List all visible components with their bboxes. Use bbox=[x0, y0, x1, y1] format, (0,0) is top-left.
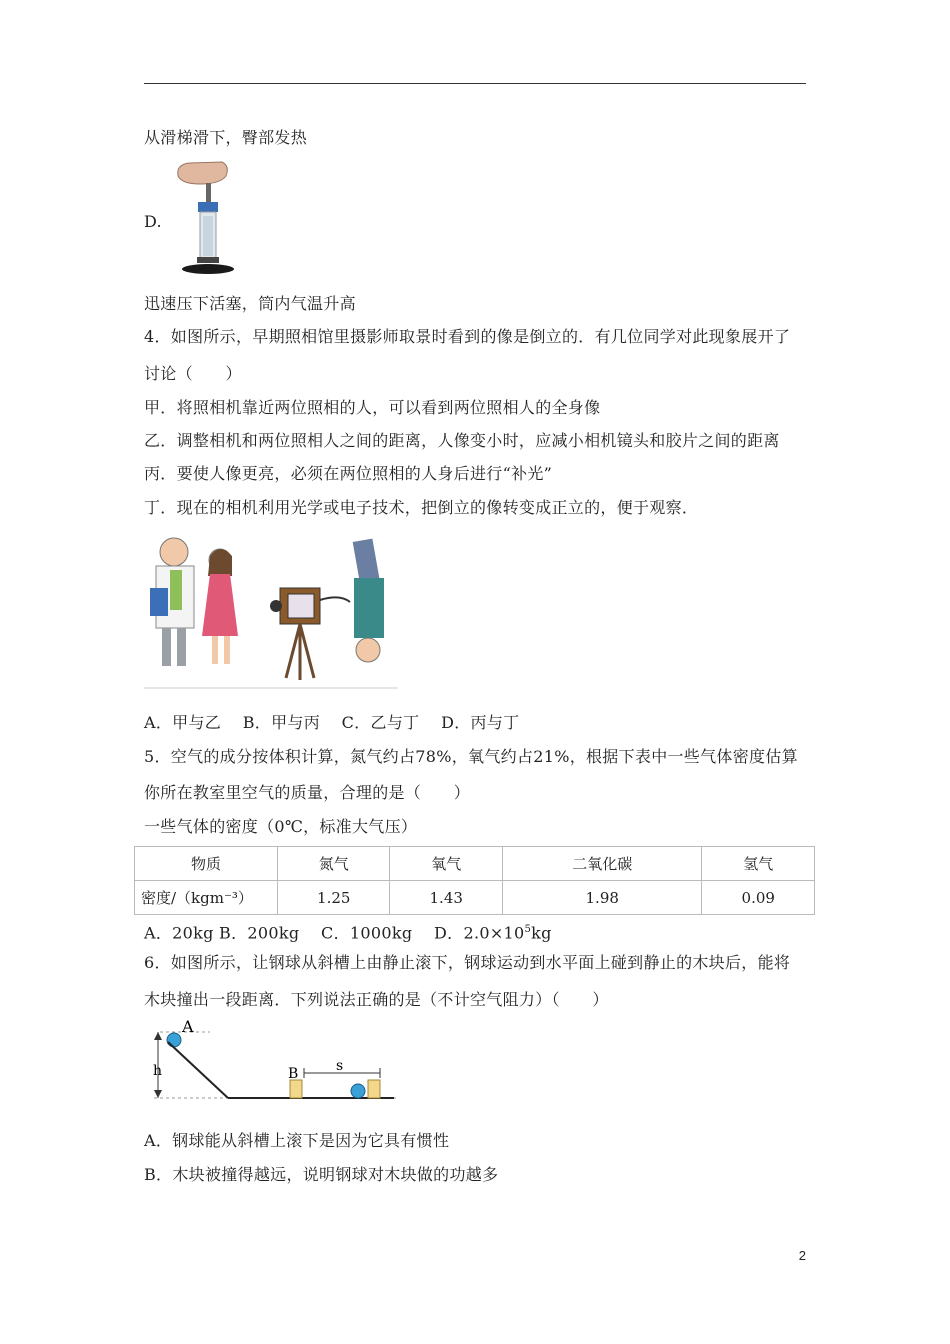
q5-table-caption: 一些气体的密度（0℃，标准大气压） bbox=[144, 817, 418, 836]
q4-statement-bing: 丙．要使人像更亮，必须在两位照相的人身后进行“补光” bbox=[144, 464, 553, 483]
table-header-cell: 二氧化碳 bbox=[502, 847, 702, 881]
q4-statement-ding: 丁．现在的相机利用光学或电子技术，把倒立的像转变成正立的，便于观察． bbox=[144, 498, 699, 517]
option-d-label: D. bbox=[144, 212, 162, 231]
table-header-cell: 氢气 bbox=[702, 847, 815, 881]
table-row bbox=[135, 881, 815, 915]
q4-statement-jia: 甲．将照相机靠近两位照相的人，可以看到两位照相人的全身像 bbox=[144, 398, 601, 417]
table-cell: 1.43 bbox=[390, 881, 502, 915]
q4-stem-line1: 4．如图所示，早期照相馆里摄影师取景时看到的像是倒立的．有几位同学对此现象展开了 bbox=[144, 327, 791, 346]
q6-stem-line1: 6．如图所示，让钢球从斜槽上由静止滚下，钢球运动到水平面上碰到静止的木块后，能将 bbox=[144, 953, 791, 972]
q5-stem-line2: 你所在教室里空气的质量，合理的是（ ） bbox=[144, 783, 471, 802]
q5-options-unit: kg bbox=[531, 923, 552, 943]
table-header-cell: 物质 bbox=[135, 847, 278, 881]
table-header-cell: 氧气 bbox=[390, 847, 502, 881]
incline-figure bbox=[144, 1018, 400, 1104]
height-label: h bbox=[153, 1063, 163, 1079]
q6-option-a: A．钢球能从斜槽上滚下是因为它具有惯性 bbox=[144, 1131, 450, 1150]
q4-options: A．甲与乙 B．甲与丙 C．乙与丁 D．丙与丁 bbox=[144, 713, 520, 732]
table-header-cell: 氮气 bbox=[278, 847, 390, 881]
q5-options-prefix: A．20kg B．200kg C．1000kg D．2.0×10 bbox=[144, 923, 525, 943]
steel-ball-end bbox=[351, 1084, 365, 1098]
table-cell: 0.09 bbox=[702, 881, 815, 915]
q5-options bbox=[144, 920, 552, 943]
table-cell: 1.98 bbox=[502, 881, 702, 915]
steel-ball-start bbox=[167, 1033, 181, 1047]
table-cell: 1.25 bbox=[278, 881, 390, 915]
q6-stem-line2: 木块撞出一段距离．下列说法正确的是（不计空气阻力）（ ） bbox=[144, 990, 609, 1009]
q5-options-exponent: 5 bbox=[524, 924, 532, 935]
option-d-caption: 迅速压下活塞，筒内气温升高 bbox=[144, 294, 356, 313]
block-start bbox=[290, 1080, 302, 1098]
q4-statement-yi: 乙．调整相机和两位照相人之间的距离，人像变小时，应减小相机镜头和胶片之间的距离 bbox=[144, 431, 780, 450]
label-b: B bbox=[288, 1066, 299, 1082]
table-row-label: 密度/（kgm⁻³） bbox=[135, 881, 278, 915]
label-a: A bbox=[182, 1018, 194, 1036]
block-end bbox=[368, 1080, 380, 1098]
q4-stem-line2: 讨论（ ） bbox=[144, 364, 242, 383]
gas-density-table bbox=[134, 846, 815, 915]
q6-option-b: B．木块被撞得越远，说明钢球对木块做的功越多 bbox=[144, 1165, 499, 1184]
distance-label: s bbox=[336, 1058, 344, 1074]
option-c-caption: 从滑梯滑下，臀部发热 bbox=[144, 128, 308, 147]
header-rule bbox=[144, 83, 806, 84]
table-header-row bbox=[135, 847, 815, 881]
page-number: 2 bbox=[798, 1248, 806, 1263]
camera-scene-figure bbox=[144, 530, 398, 692]
piston-pump-figure bbox=[170, 158, 240, 278]
q5-stem-line1: 5．空气的成分按体积计算，氮气约占78%，氧气约占21%，根据下表中一些气体密度估算 bbox=[144, 747, 798, 766]
